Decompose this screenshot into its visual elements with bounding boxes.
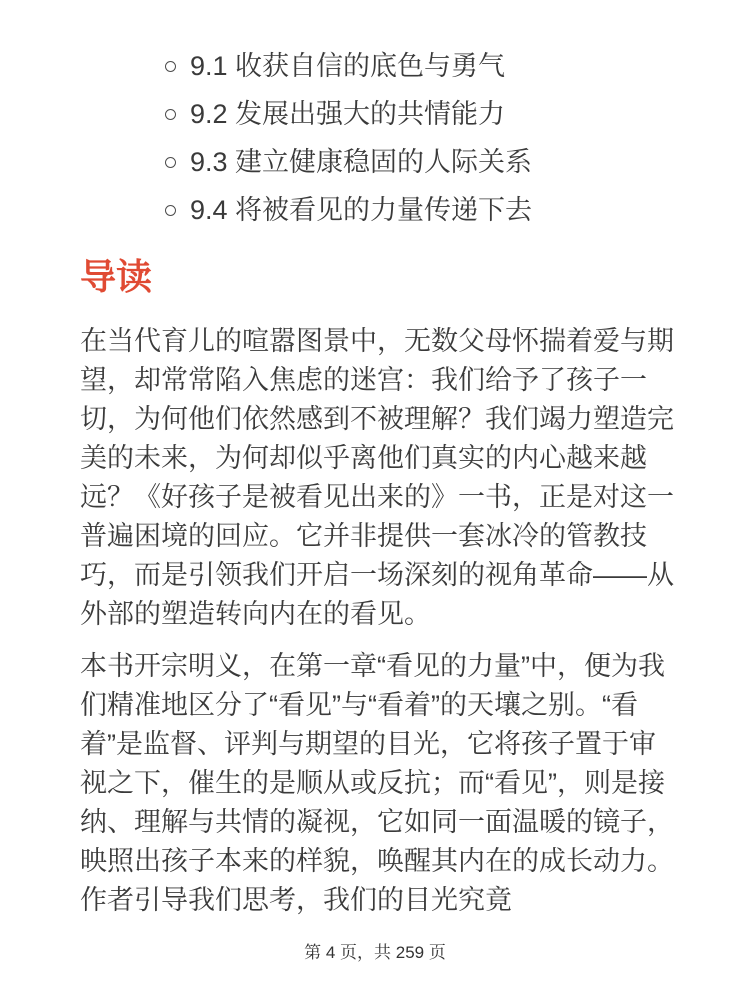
- circle-bullet-icon: [165, 109, 176, 120]
- toc-item-label: 9.1 收获自信的底色与勇气: [190, 51, 506, 81]
- section-heading: 导读: [80, 256, 153, 297]
- circle-bullet-icon: [165, 205, 176, 216]
- circle-bullet-icon: [165, 61, 176, 72]
- toc-item: [190, 148, 674, 176]
- body-paragraph: 本书开宗明义，在第一章“看见的力量”中，便为我们精准地区分了“看见”与“看着”的天壤之别。“看着”是监督、评判与期望的目光，它将孩子置于审视之下，催生的是顺从或反抗；而“看见”，则是接纳、理解与共情的凝视，它如同一面温暖的镜子，映照出孩子本来的样貌，唤醒其内在的成长动力。作者引导我们思考，我们的目光究竟: [80, 651, 674, 915]
- intro-paragraph: 在当代育儿的喧嚣图景中，无数父母怀揣着爱与期望，却常常陷入焦虑的迷宫：我们给予了孩子一切，为何他们依然感到不被理解？我们竭力塑造完美的未来，为何却似乎离他们真实的内心越来越远？《好孩子是被看见出来的》一书，正是对这一普遍困境的回应。它并非提供一套冰冷的管教技巧，而是引领我们开启一场深刻的视角革命——从外部的塑造转向内在的看见。: [80, 326, 674, 629]
- toc-item: [190, 100, 674, 128]
- page-number-label: 第 4 页，共 259 页: [304, 943, 446, 962]
- toc-item: [190, 196, 674, 224]
- circle-bullet-icon: [165, 157, 176, 168]
- toc-item-label: 9.3 建立健康稳固的人际关系: [190, 147, 533, 177]
- toc-item-label: 9.2 发展出强大的共情能力: [190, 99, 506, 129]
- toc-item: [190, 52, 674, 80]
- chapter-toc-list: [80, 52, 674, 224]
- page-footer: [0, 944, 750, 962]
- toc-item-label: 9.4 将被看见的力量传递下去: [190, 195, 533, 225]
